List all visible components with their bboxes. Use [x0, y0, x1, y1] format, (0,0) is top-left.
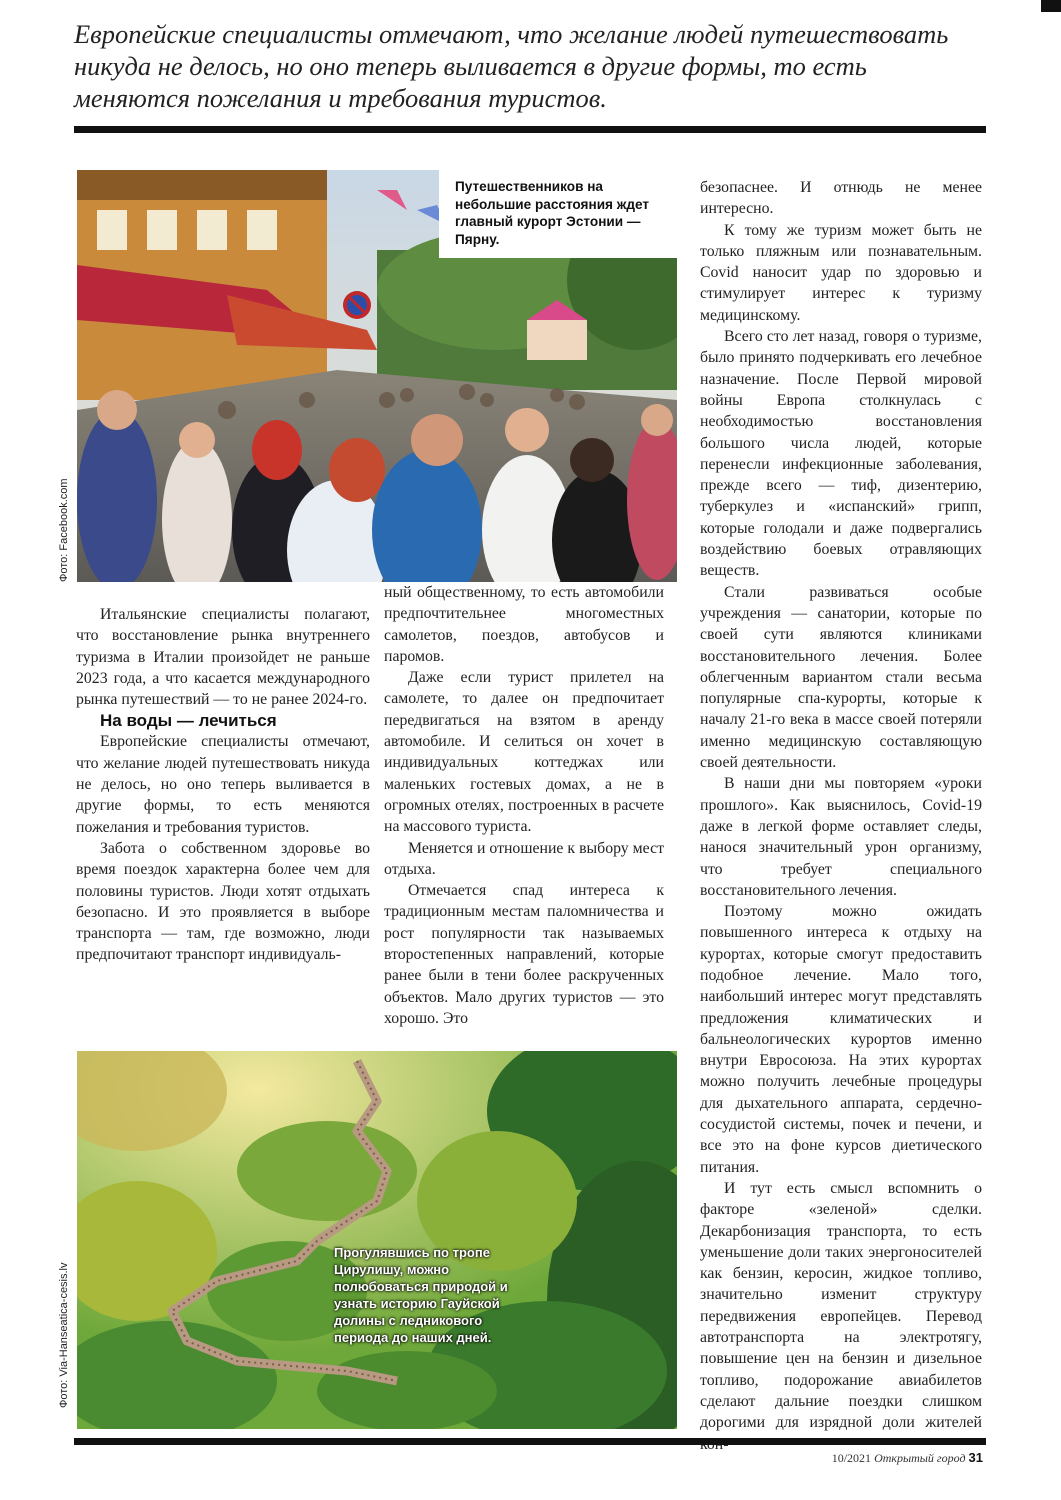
- lead-quote: Европейские специалисты отмечают, что желание людей путешествовать никуда не делось, но оно теперь выливается в другие формы, то есть меняются пожелания и требования туристов.: [74, 19, 949, 113]
- photo1-credit: Фото: Facebook.com: [58, 478, 70, 582]
- paragraph: Итальянские специалисты полагают, что восстановление рынка внутреннего туризма в Италии произойдет не раньше 2023 года, а что касается международного рынка путешествий — то не ранее 2024-го.: [76, 606, 370, 709]
- top-rule: [74, 126, 986, 133]
- paragraph: Забота о собственном здоровье во время поездок характерна более чем для половины туристов. Люди хотят отдыхать безопасно. И это проявляется в выборе транспорта — там, где возможно, люди предпочитают транспорт индивидуаль-: [76, 839, 370, 964]
- page-number: 31: [968, 1450, 983, 1465]
- paragraph: Меняется и отношение к выбору мест отдыха.: [384, 839, 664, 878]
- photo1-caption: Путешественников на небольшие расстояния ждет главный курорт Эстонии — Пярну.: [439, 170, 677, 258]
- article-column-2: [384, 582, 664, 1029]
- paragraph: Даже если турист прилетел на самолете, то далее он предпочитает передвигаться на взятом в аренду автомобиле. И селиться он хочет в индивидуальных коттеджах или маленьких гостевых домах, а не в огромных отелях, построенных в расчете на массового туриста.: [384, 669, 664, 836]
- issue-number: 10/2021: [831, 1451, 872, 1465]
- paragraph: Всего сто лет назад, говоря о туризме, было принято подчеркивать его лечебное назначение. После Первой мировой войны Европа столкнулась с необходимостью восстановления большого числа людей, которые перенесли инфекционные заболевания, прежде всего — тиф, дизентерию, туберкулез и «испанский» грипп, которые голодали и даже подвергались воздействию боевых отравляющих веществ.: [700, 328, 982, 580]
- article-column-1: [76, 604, 370, 966]
- photo-boardwalk-valley: [77, 1051, 677, 1429]
- magazine-name: Открытый город: [874, 1451, 966, 1465]
- article-column-3: [700, 177, 982, 1455]
- page-corner-tab: [1041, 0, 1061, 12]
- paragraph: Европейские специалисты отмечают, что желание людей путешествовать никуда не делось, но оно теперь выливается в другие формы, то есть меняются пожелания и требования туристов.: [76, 733, 370, 836]
- paragraph: В наши дни мы повторяем «уроки прошлого». Как выяснилось, Covid-19 даже в легкой форме оставляет следы, нанося значительный урон организму, что требует специального восстановительного лечения.: [700, 775, 982, 899]
- page-footer: [832, 1450, 983, 1466]
- paragraph: Поэтому можно ожидать повышенного интереса к отдыху на курортах, которые смогут предоставить подобное лечение. Мало того, наибольший интерес могут представлять предложения климатических и бальнеологических курортов именно внутри Евросоюза. На этих курортах можно получить лечебные процедуры для дыхательного аппарата, сердечно-сосудистой системы, почек и печени, и все это на фоне курсов диетического питания.: [700, 903, 982, 1176]
- paragraph: Стали развиваться особые учреждения — санатории, которые по своей сути являются клиниками восстановительного лечения. Более облегченным вариантом стали весьма популярные спа-курорты, которые к началу 21-го века в массе своей потеряли именно медицинскую составляющую своей деятельности.: [700, 583, 982, 772]
- paragraph: ный общественному, то есть автомобили предпочтительнее многоместных самолетов, поездов, автобусов и паромов.: [384, 584, 664, 665]
- bottom-rule: [74, 1438, 986, 1445]
- photo2-credit: Фото: Via-Hanseatica-cesis.lv: [58, 1262, 70, 1408]
- section-heading: На воды — лечиться: [100, 711, 277, 731]
- paragraph: К тому же туризм может быть не только пляжным или познавательным. Covid наносит удар по здоровью и стимулирует интерес к туризму медицинскому.: [700, 221, 982, 324]
- photo2-caption: Прогулявшись по тропе Цирулишу, можно полюбоваться природой и узнать историю Гауйской долины с ледникового периода до наших дней.: [334, 1245, 508, 1345]
- paragraph: И тут есть смысл вспомнить о факторе «зеленой» сделки. Декарбонизация транспорта, то есть уменьшение доли таких энергоносителей как бензин, керосин, жидкое топливо, значительно изменит структуру передвижения европейцев. Перевод автотранспорта на электротягу, повышение цен на бензин и дизельное топливо, подорожание авиабилетов сделают дальние поездки слишком дорогими для изрядной доли жителей: [700, 1179, 982, 1432]
- paragraph: безопаснее. И отнюдь не менее интересно.: [700, 179, 982, 218]
- paragraph: Отмечается спад интереса к традиционным местам паломничества и рост популярности так называемых второстепенных направлений, которые ранее были в тени более раскрученных объектов. Мало других туристов — это хорошо. Это: [384, 882, 664, 1027]
